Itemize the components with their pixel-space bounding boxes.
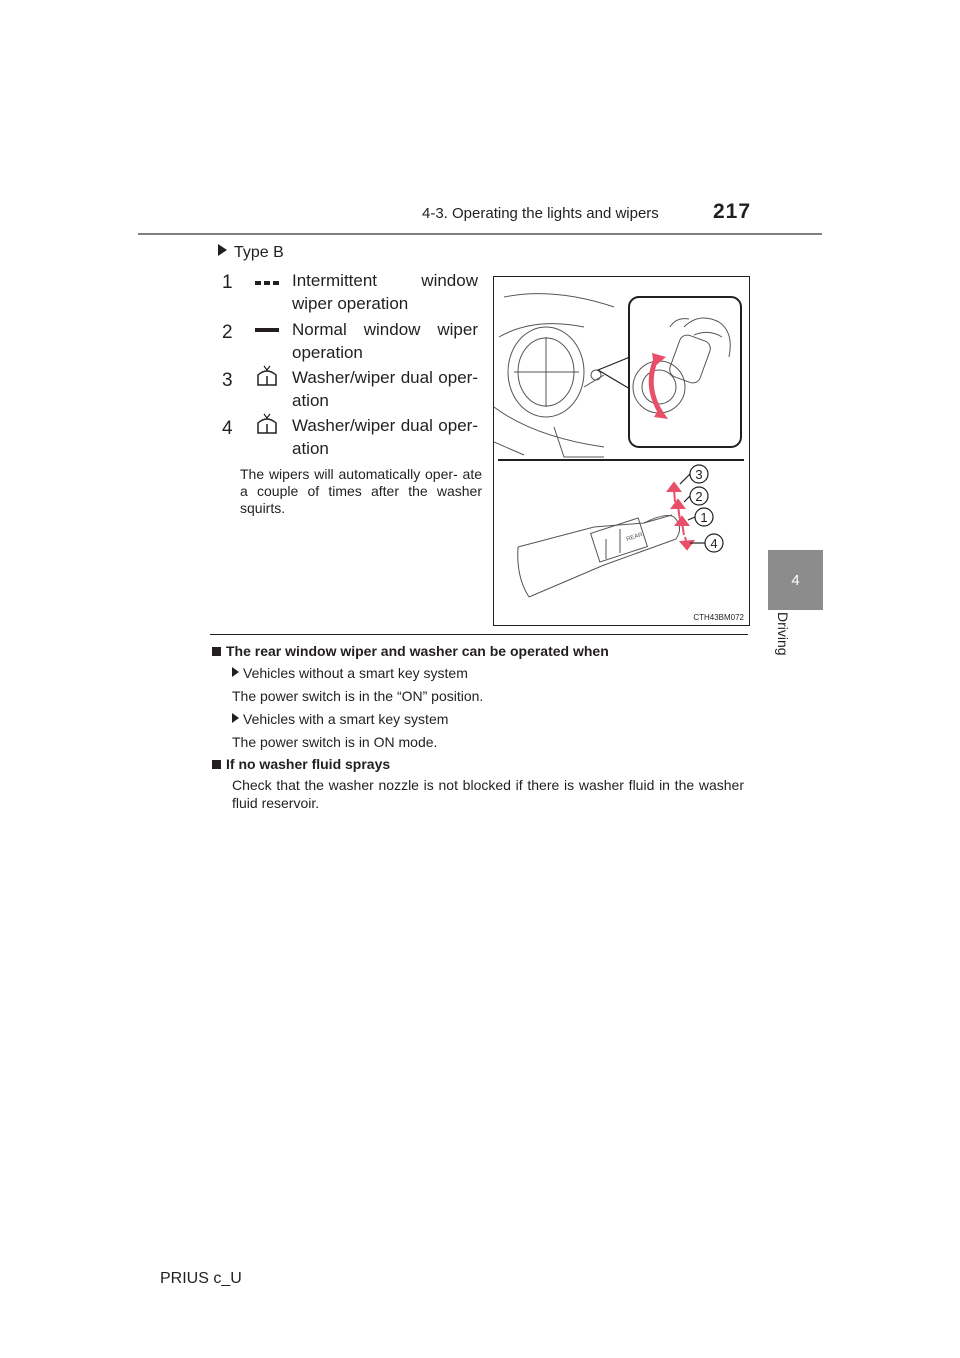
switch-label: REAR [625, 532, 644, 543]
body-line: The power switch is in ON mode. [232, 734, 438, 750]
washer-symbol-icon [254, 412, 280, 438]
item-text-2: Normal window wiper operation [292, 320, 478, 362]
section-heading-text: If no washer fluid sprays [226, 756, 391, 772]
triangle-bullet-icon [218, 244, 227, 256]
sub-item-text: Vehicles without a smart key system [243, 665, 468, 681]
page-number: 217 [713, 200, 752, 223]
callout-4: 4 [710, 536, 718, 551]
item-number-2: 2 [222, 322, 233, 343]
wiper-lever-illustration [493, 276, 750, 626]
callout-3: 3 [695, 467, 703, 482]
chapter-number: 4 [791, 572, 800, 589]
body-line: The power switch is in the “ON” position. [232, 688, 484, 704]
item-text-1: Intermittent window wiper operation [292, 271, 478, 313]
item-number-3: 3 [222, 370, 233, 391]
sub-item [232, 710, 448, 728]
wiper-note: The wipers will automatically oper- ate a couple of times after the washer squirts. [240, 466, 482, 516]
callout-2: 2 [695, 489, 703, 504]
washer-symbol-icon [254, 364, 280, 390]
triangle-bullet-icon [232, 667, 239, 677]
section-divider [210, 634, 748, 635]
section-header: 4-3. Operating the lights and wipers [422, 205, 659, 222]
section-heading-text: The rear window wiper and washer can be operated when [226, 643, 609, 659]
header-divider [138, 233, 822, 235]
body-paragraph: Check that the washer nozzle is not blocked if there is washer fluid in the washer fluid reservoir. [232, 777, 744, 811]
chapter-label: Driving [775, 612, 791, 656]
normal-wiper-symbol-icon [254, 325, 280, 335]
intermittent-wiper-symbol-icon [254, 278, 280, 288]
item-text-3: Washer/wiper dual oper- ation [292, 368, 478, 410]
item-text-4: Washer/wiper dual oper- ation [292, 416, 478, 458]
triangle-bullet-icon [232, 713, 239, 723]
item-number-1: 1 [222, 272, 233, 293]
sub-item-text: Vehicles with a smart key system [243, 711, 449, 727]
figure-code: CTH43BM072 [693, 613, 744, 622]
chapter-label-container [773, 612, 793, 672]
section-heading-washer-fluid [212, 756, 390, 772]
square-bullet-icon [212, 760, 221, 769]
square-bullet-icon [212, 647, 221, 656]
type-label-text: Type B [234, 244, 284, 261]
sub-item [232, 664, 468, 682]
illustration-drawing [494, 277, 749, 625]
item-number-4: 4 [222, 418, 233, 439]
type-label [218, 244, 284, 262]
section-heading-rear-wiper [212, 643, 609, 659]
footer-model: PRIUS c_U [160, 1270, 242, 1287]
callout-1: 1 [700, 510, 708, 525]
